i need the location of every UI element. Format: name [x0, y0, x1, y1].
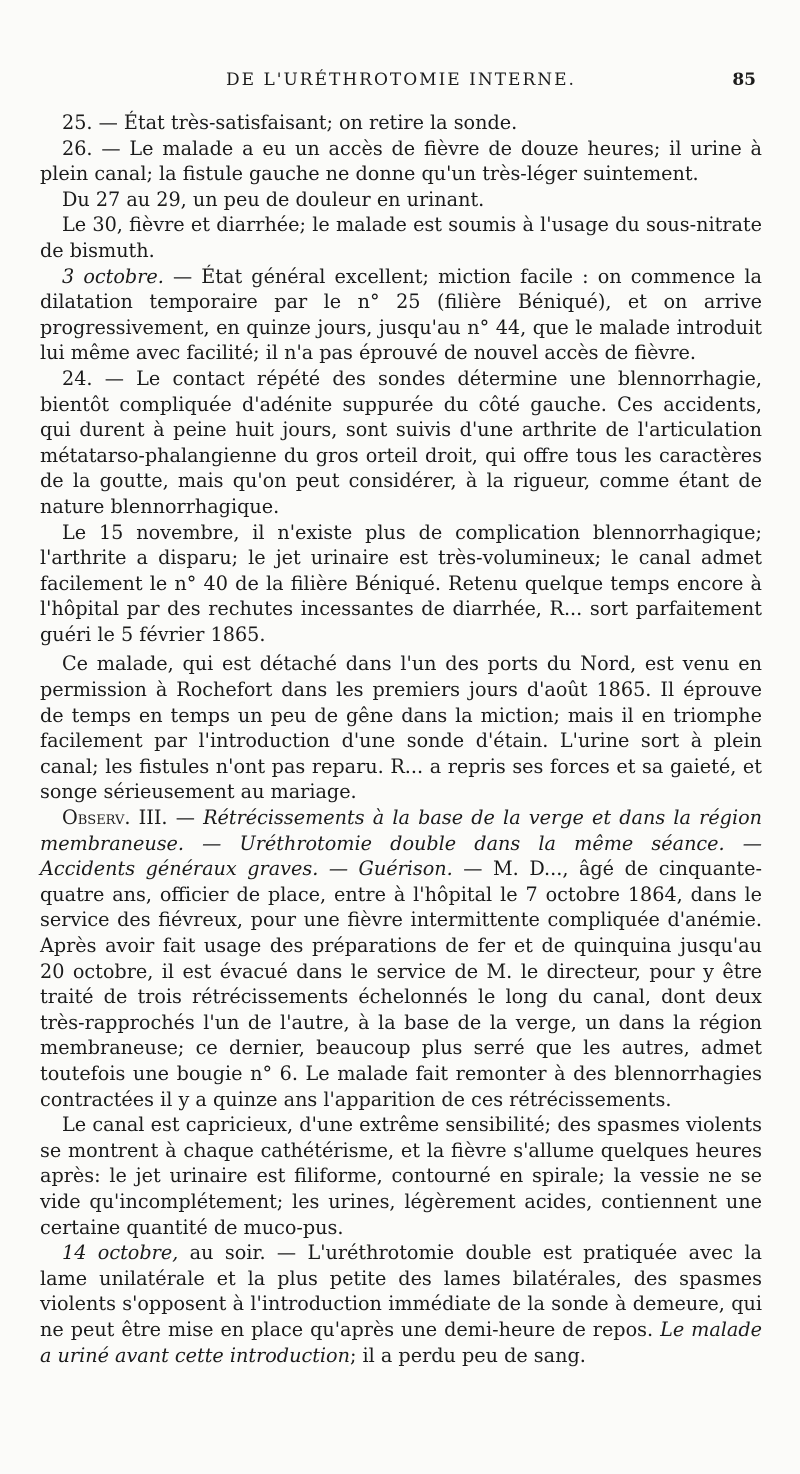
page-header — [40, 66, 762, 110]
observation-title: Rétrécissements à la base de la verge et dans la région membraneuse. — Uréthrotomie double dans la même séance. — Accidents généraux graves. — Guérison. — [40, 806, 763, 881]
date-italic: 3 octobre. — [62, 264, 164, 288]
paragraph-text: Du 27 au 29, un peu de douleur en urinant. — [62, 187, 485, 211]
paragraph — [40, 187, 762, 213]
date-italic: 14 octobre, — [62, 1241, 179, 1265]
paragraph-text: Ce malade, qui est détaché dans l'un des ports du Nord, est venu en permission à Rochefort dans les premiers jours d'août 1865. Il éprouve de temps en temps un peu de gêne dans la miction; mais il en triomphe facilement par l'introduction d'une sonde d'étain. L'urine sort à plein canal; les fistules n'ont pas reparu. R... a repris ses forces et sa gaieté, et songe sérieusement au mariage. — [40, 652, 762, 804]
dash: — — [167, 806, 204, 830]
paragraph-text: Le 30, fièvre et diarrhée; le malade est soumis à l'usage du sous-nitrate de bismuth. — [40, 213, 762, 262]
paragraph-text: Le canal est capricieux, d'une extrême sensibilité; des spasmes violents se montrent à chaque cathétérisme, et la fièvre s'allume quelques heures après: le jet urinaire est filiforme, contourné en spirale; la vessie ne se vide qu'incomplétement; les urines, légèrement acides, contiennent une certaine quantité de muco-pus. — [40, 1113, 762, 1239]
paragraph-text: — M. D..., âgé de cinquante-quatre ans, officier de place, entre à l'hôpital le 7 octobre 1864, dans le service des fiévreux, pour une fièvre intermittente compliquée d'anémie. Après avoir fait usage des préparations de fer et de quinquina jusqu'au 20 octobre, il est évacué dans le service de M. le directeur, pour y être traité de trois rétrécissements échelonnés le long du canal, dont deux très-rapprochés l'un de l'autre, à la base de la verge, un dans la région membraneuse; ce dernier, beaucoup plus serré que les autres, admet toutefois une bougie n° 6. Le malade fait remonter à des blennorrhagies contractées il y a quinze ans l'apparition de ces rétrécissements. — [40, 857, 762, 1111]
running-title: DE L'URÉTHROTOMIE INTERNE. — [226, 70, 576, 90]
paragraph — [40, 520, 762, 648]
italic-phrase: Le malade a uriné avant cette introduction — [40, 1317, 763, 1367]
paragraph-text: ; il a perdu peu de sang. — [349, 1343, 586, 1367]
paragraph-text: au soir. — L'uréthrotomie double est pratiquée avec la lame unilatérale et la plus petite des lames bilatérales, des spasmes violents s'opposent à l'introduction immédiate de la sonde à demeure, qui ne peut être mise en place qu'après une demi-heure de repos. — [40, 1241, 762, 1341]
paragraph-text: — État général excellent; miction facile : on commence la dilatation temporaire par le n° 25 (filière Béniqué), et on arrive progressivement, en quinze jours, jusqu'au n° 44, que le malade introduit lui même avec facilité; il n'a pas éprouvé de nouvel accès de fièvre. — [40, 264, 762, 365]
paragraph — [40, 264, 762, 366]
paragraph — [40, 1240, 762, 1368]
paragraph-text: Le 15 novembre, il n'existe plus de complication blennorrhagique; l'arthrite a disparu; le jet urinaire est très-volumineux; le canal admet facilement le n° 40 de la filière Béniqué. Retenu quelque temps encore à l'hôpital par des rechutes incessantes de diarrhée, R... sort parfaitement guéri le 5 février 1865. — [40, 520, 762, 646]
paragraph-text: 25. — État très-satisfaisant; on retire la sonde. — [62, 111, 518, 134]
observation-heading — [40, 805, 762, 1112]
paragraph — [40, 136, 762, 187]
paragraph-text: 24. — Le contact répété des sondes détermine une blennorrhagie, bientôt compliquée d'adénite suppurée du côté gauche. Ces accidents, qui durent à peine huit jours, sont suivis d'une arthrite de l'articulation métatarso-phalangienne du gros orteil droit, qui offre tous les caractères de la goutte, mais qu'on peut considérer, à la rigueur, comme étant de nature blennorrhagique. — [40, 366, 762, 518]
observation-label: Observ. III. — [62, 806, 168, 830]
paragraph-text: 26. — Le malade a eu un accès de fièvre de douze heures; il urine à plein canal; la fistule gauche ne donne qu'un très-léger suintement. — [40, 136, 762, 186]
paragraph — [40, 110, 762, 136]
paragraph — [40, 1112, 762, 1240]
paragraph — [40, 651, 762, 805]
paragraph — [40, 366, 762, 520]
page-number: 85 — [732, 70, 756, 90]
paragraph — [40, 212, 762, 263]
page-body — [40, 110, 762, 1368]
